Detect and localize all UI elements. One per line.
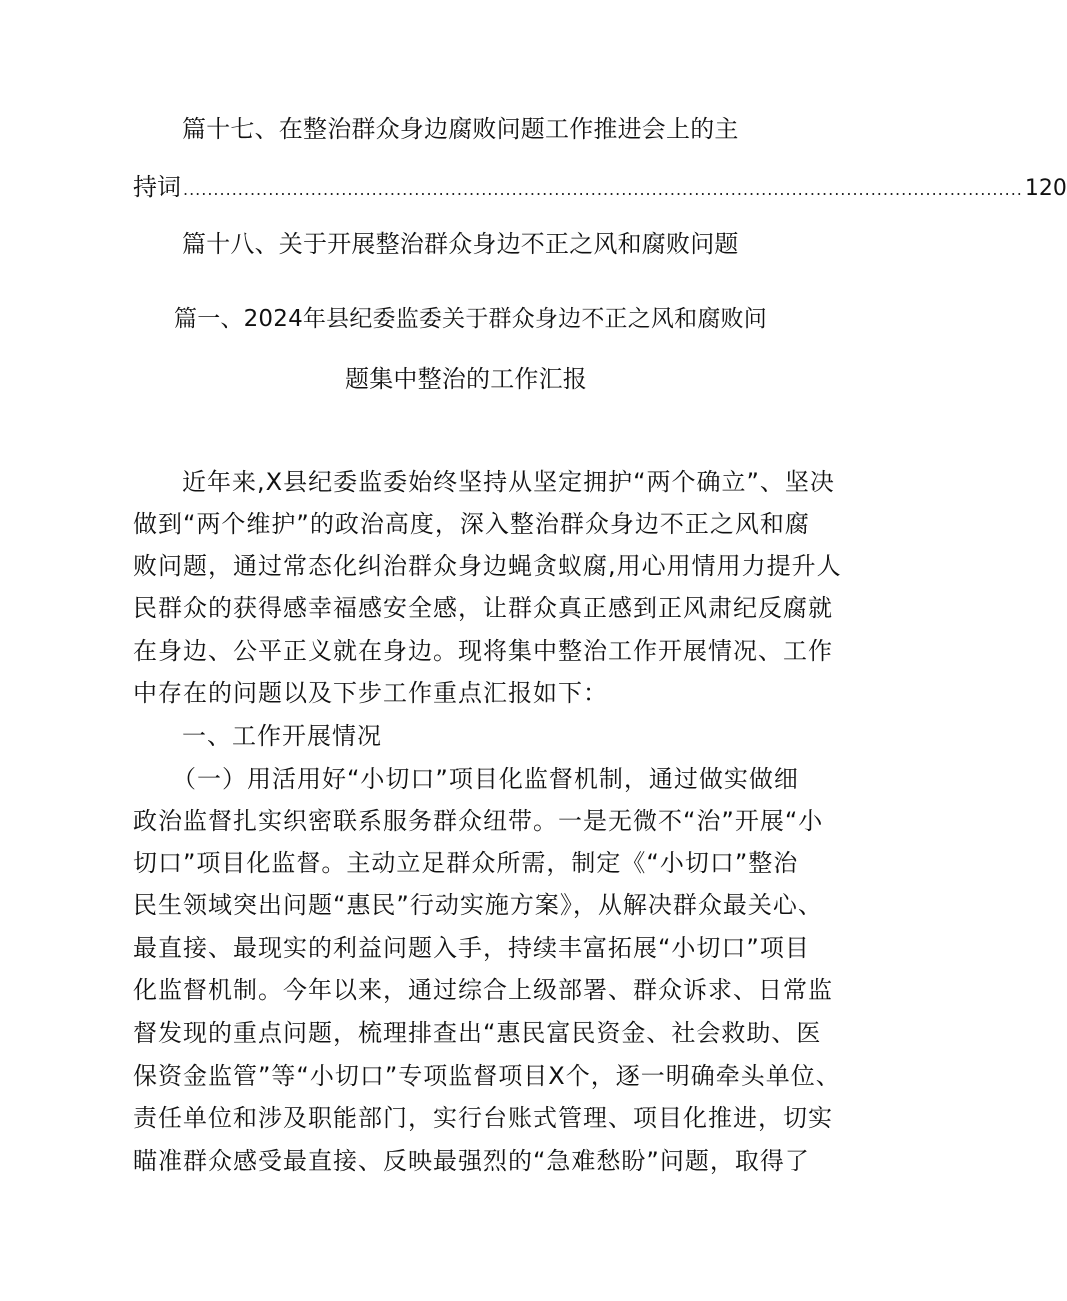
paragraph-line: 责任单位和涉及职能部门，实行台账式管理、项目化推进，切实 — [133, 1104, 833, 1132]
toc-entry-17-label: 持词 — [133, 173, 181, 201]
paragraph-line: 败问题，通过常态化纠治群众身边蝇贪蚁腐,用心用情用力提升人 — [133, 552, 842, 580]
paragraph-line: 中存在的问题以及下步工作重点汇报如下： — [133, 679, 608, 707]
paragraph-line: 化监督机制。今年以来，通过综合上级部署、群众诉求、日常监 — [133, 976, 833, 1004]
paragraph-line: 民群众的获得感幸福感安全感，让群众真正感到正风肃纪反腐就 — [133, 594, 833, 622]
toc-entry-17-line1: 篇十七、在整治群众身边腐败问题工作推进会上的主 — [182, 115, 739, 143]
paragraph-line: 瞄准群众感受最直接、反映最强烈的“急难愁盼”问题，取得了 — [133, 1147, 810, 1175]
toc-entry-18: 篇十八、关于开展整治群众身边不正之风和腐败问题 — [182, 230, 739, 258]
section-heading: 一、工作开展情况 — [182, 722, 382, 750]
paragraph-line: 最直接、最现实的利益问题入手，持续丰富拓展“小切口”项目 — [133, 934, 810, 962]
toc-entry-17-line2[interactable] — [133, 172, 1067, 202]
paragraph-line: 政治监督扎实织密联系服务群众纽带。一是无微不“治”开展“小 — [133, 807, 824, 835]
paragraph-line: 民生领域突出问题“惠民”行动实施方案》，从解决群众最关心、 — [133, 891, 823, 919]
paragraph-line: 切口”项目化监督。主动立足群众所需，制定《“小切口”整治 — [133, 849, 799, 877]
paragraph-line: 督发现的重点问题，梳理排查出“惠民富民资金、社会救助、医 — [133, 1019, 822, 1047]
toc-dot-leader: .......................................................................................................................................... — [183, 180, 1023, 199]
paragraph-line: 在身边、公平正义就在身边。现将集中整治工作开展情况、工作 — [133, 637, 833, 665]
article-title-line1: 篇一、2024年县纪委监委关于群众身边不正之风和腐败问 — [174, 306, 767, 332]
paragraph-line: 做到“两个维护”的政治高度，深入整治群众身边不正之风和腐 — [133, 510, 810, 538]
paragraph-line: （一）用活用好“小切口”项目化监督机制，通过做实做细 — [172, 765, 799, 793]
paragraph-line: 保资金监管”等“小切口”专项监督项目X个，逐一明确牵头单位、 — [133, 1062, 841, 1090]
paragraph-line: 近年来,X县纪委监委始终坚持从坚定拥护“两个确立”、坚决 — [182, 468, 835, 496]
article-title-line2: 题集中整治的工作汇报 — [345, 365, 587, 393]
toc-page-number: 120 — [1024, 176, 1067, 201]
